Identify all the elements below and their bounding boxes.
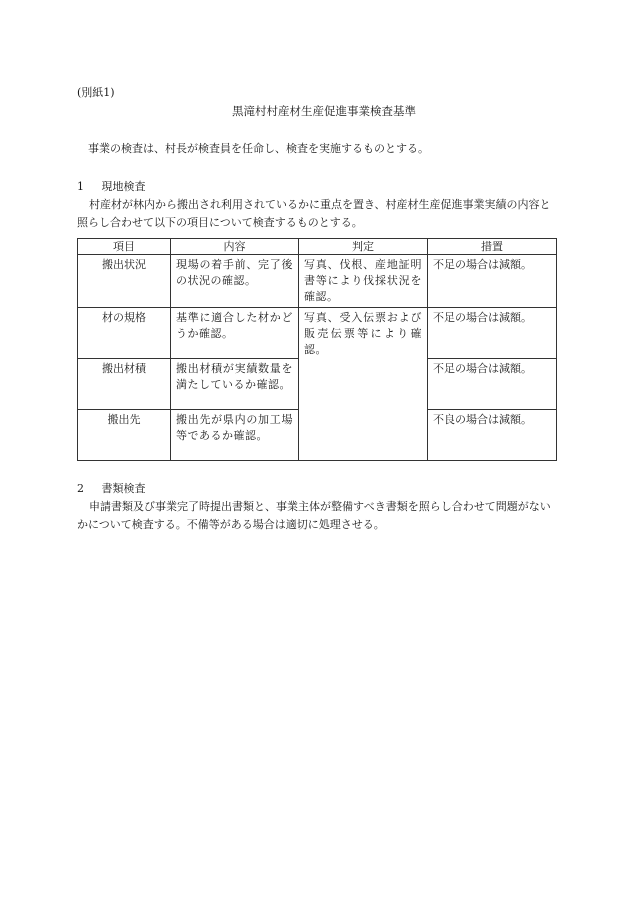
section-document-inspection xyxy=(77,480,557,534)
intro-paragraph: 事業の検査は、村長が検査員を任命し、検査を実施するものとする。 xyxy=(88,142,429,155)
table-header-row xyxy=(78,239,557,255)
cell-content: 搬出材積が実績数量を満たしているか確認。 xyxy=(171,359,299,410)
section-field-inspection xyxy=(77,178,557,232)
section-heading xyxy=(77,480,557,498)
document-title: 黒滝村村産材生産促進事業検査基準 xyxy=(232,104,416,118)
section-body: 村産材が林内から搬出され利用されているかに重点を置き、村産材生産促進事業実績の内容と照らし合わせて以下の項目について検査するものとする。 xyxy=(77,198,551,229)
column-header-measure: 措置 xyxy=(428,239,557,255)
cell-measure: 不良の場合は減額。 xyxy=(428,410,557,461)
section-title: 書類検査 xyxy=(101,482,146,495)
section-title: 現地検査 xyxy=(101,180,146,193)
section-heading xyxy=(77,178,557,196)
cell-content: 現場の着手前、完了後の状況の確認。 xyxy=(171,255,299,308)
cell-judgement: 写真、伐根、産地証明書等により伐採状況を確認。 xyxy=(299,255,428,308)
column-header-judgement: 判定 xyxy=(299,239,428,255)
column-header-item: 項目 xyxy=(78,239,171,255)
cell-content: 搬出先が県内の加工場等であるか確認。 xyxy=(171,410,299,461)
cell-content: 基準に適合した材かどうか確認。 xyxy=(171,308,299,359)
cell-measure: 不足の場合は減額。 xyxy=(428,255,557,308)
section-number: 1 xyxy=(77,180,84,193)
cell-item: 搬出状況 xyxy=(78,255,171,308)
column-header-content: 内容 xyxy=(171,239,299,255)
inspection-criteria-table xyxy=(77,238,557,461)
cell-measure: 不足の場合は減額。 xyxy=(428,308,557,359)
cell-item: 搬出材積 xyxy=(78,359,171,410)
table-row xyxy=(78,308,557,359)
cell-judgement: 写真、受入伝票および販売伝票等により確認。 xyxy=(299,308,428,461)
table-row xyxy=(78,255,557,308)
section-number: 2 xyxy=(77,482,84,495)
cell-item: 材の規格 xyxy=(78,308,171,359)
annex-label: (別紙1) xyxy=(77,86,115,99)
cell-item: 搬出先 xyxy=(78,410,171,461)
section-body: 申請書類及び事業完了時提出書類と、事業主体が整備すべき書類を照らし合わせて問題がないかについて検査する。不備等がある場合は適切に処理させる。 xyxy=(77,500,551,531)
cell-measure: 不足の場合は減額。 xyxy=(428,359,557,410)
